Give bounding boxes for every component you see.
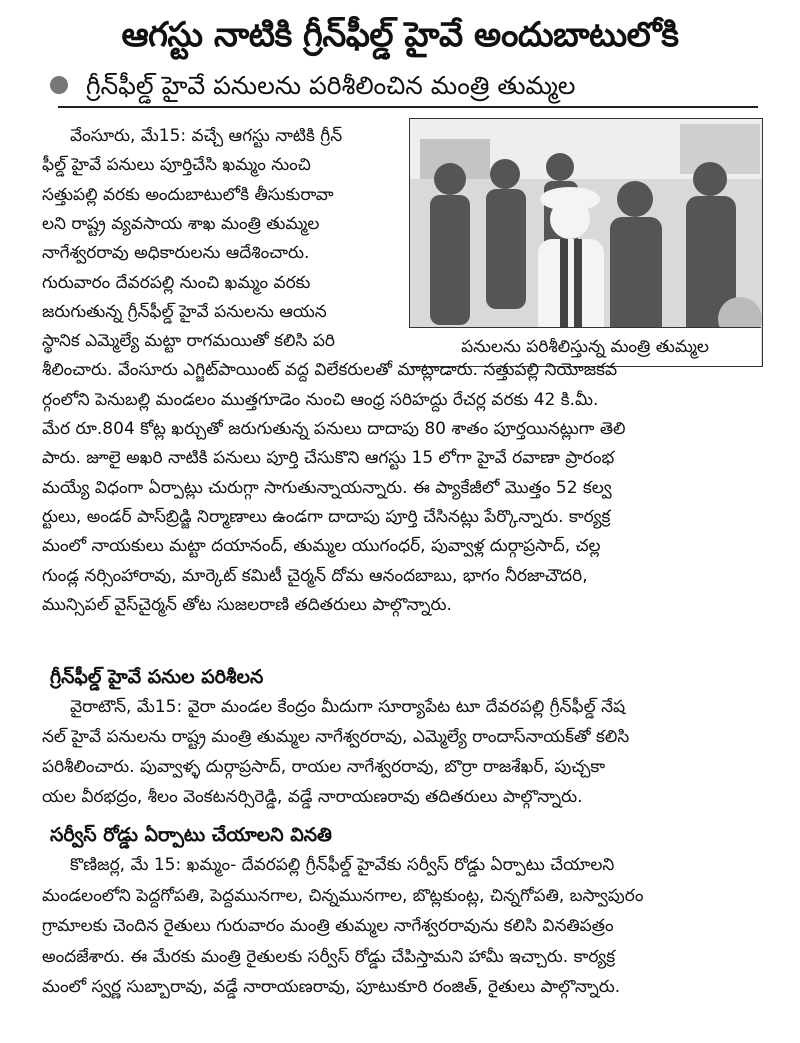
text-line: జరుగుతున్న గ్రీన్‌ఫీల్డ్ హైవే పనులను ఆయన [42, 301, 327, 322]
text-line: కొణిజర్ల, మే 15: ఖమ్మం- దేవరపల్లి గ్రీన్‌ఫీల్డ్ హైవేకు సర్వీస్ రోడ్డు ఏర్పాటు చేయాలని [70, 855, 615, 875]
text-line: ఫీల్డ్ హైవే పనులు పూర్తిచేసి ఖమ్మం నుంచి [42, 155, 311, 176]
subheadline: గ్రీన్‌ఫీల్డ్ హైవే పనులను పరిశీలించిన మంత్రి తుమ్మల [86, 71, 576, 100]
text-line: మండలంలోని పెద్దగోపతి, పెద్దమునగాల, చిన్నమునగాల, బొట్లకుంట్ల, చిన్నగోపతి, బస్వాపురం [42, 885, 644, 906]
text-line: మంలో నాయకులు మట్టా దయానంద్, తుమ్మల యుగంధర్, పువ్వాళ్ల దుర్గాప్రసాద్, చల్ల [42, 536, 601, 557]
text-line: స్థానిక ఎమ్మెల్యే మట్టా రాగమయితో కలిసి పరి [42, 331, 336, 352]
text-line: పరిశీలించారు. పువ్వాళ్ళ దుర్గాప్రసాద్, రాయల నాగేశ్వరరావు, బొర్రా రాజశేఖర్, పుచ్చకా [42, 757, 606, 777]
text-line: గుండ్ల నర్సింహారావు, మార్కెట్ కమిటీ చైర్మన్ దోమ ఆనందబాబు, భాగం నీరజాచౌదరి, [42, 565, 588, 586]
text-line: ర్టులు, అండర్ పాస్‌బ్రిడ్జి నిర్మాణాలు ఉండగా దాదాపు పూర్తి చేసినట్లు పేర్కొన్నారు. కార్యక్ర [42, 506, 611, 527]
photo-caption: పనులను పరిశీలిస్తున్న మంత్రి తుమ్మల [409, 327, 761, 366]
section-title-service-road: సర్వీస్ రోడ్డు ఏర్పాటు చేయాలని వినతి [50, 824, 332, 846]
text-line: లని రాష్ట్ర వ్యవసాయ శాఖ మంత్రి తుమ్మల [42, 213, 320, 234]
text-line: శీలించారు. వేంసూరు ఎగ్జిట్‌పాయింట్ వద్ద విలేకరులతో మాట్లాడారు. సత్తుపల్లి నియోజకవ [42, 360, 618, 381]
text-line: గురువారం దేవరపల్లి నుంచి ఖమ్మం వరకు [42, 272, 311, 293]
bullet-dot [50, 76, 68, 94]
subhead-divider [58, 106, 758, 108]
headline: ఆగస్టు నాటికి గ్రీన్‌ఫీల్డ్ హైవే అందుబాటులోకి [121, 15, 679, 55]
text-line: మున్సిపల్ వైస్‌చైర్మన్ తోట సుజలరాణి తదితరులు పాల్గొన్నారు. [42, 594, 452, 615]
text-line: నల్ హైవే పనులను రాష్ట్ర మంత్రి తుమ్మల నాగేశ్వరరావు, ఎమ్మెల్యే రాందాస్‌నాయక్‌తో కలిసి [42, 727, 630, 747]
text-line: పారు. జూలై అఖరి నాటికి పనులు పూర్తి చేసుకొని ఆగస్టు 15 లోగా హైవే రవాణా ప్రారంభ [42, 448, 615, 469]
text-line: వేంసూరు, మే15: వచ్చే ఆగస్టు నాటికి గ్రీన్ [70, 126, 343, 146]
text-line: అందజేశారు. ఈ మేరకు మంత్రి రైతులకు సర్వీస్ రోడ్డు చేపిస్తామని హామీ ఇచ్చారు. కార్యక్ర [42, 946, 616, 967]
text-line: మంలో స్వర్ణ సుబ్బారావు, వడ్డే నారాయణరావు, పూటుకూరి రంజిత్, రైతులు పాల్గొన్నారు. [42, 977, 621, 997]
section-title-inspection: గ్రీన్‌ఫీల్డ్ హైవే పనుల పరిశీలన [50, 666, 264, 688]
text-line: నాగేశ్వరరావు అధికారులను ఆదేశించారు. [42, 243, 310, 264]
text-line: మేర రూ.804 కోట్ల ఖర్చుతో జరుగుతున్న పనులు దాదాపు 80 శాతం పూర్తయినట్లుగా తెలి [42, 419, 626, 439]
text-line: మయ్యే విధంగా ఏర్పాట్లు చురుగ్గా సాగుతున్నాయన్నారు. ఈ ప్యాకేజీలో మొత్తం 52 కల్వ [42, 477, 612, 498]
text-line: సత్తుపల్లి వరకు అందుబాటులోకి తీసుకురావా [42, 184, 334, 205]
text-line: ర్గంలోని పెనుబల్లి మండలం ముత్తగూడెం నుంచి ఆంధ్ర సరిహద్దు రేచర్ల వరకు 42 కి.మీ. [42, 389, 599, 410]
text-line: యల వీరభద్రం, శీలం వెంకటనర్సిరెడ్డి, వడ్డే నారాయణరావు తదితరులు పాల్గొన్నారు. [42, 787, 583, 807]
text-line: వైరాటౌన్, మే15: వైరా మండల కేంద్రం మీదుగా సూర్యాపేట టూ దేవరపల్లి గ్రీన్‌ఫీల్డ్ నేష [70, 697, 626, 717]
text-line: గ్రామాలకు చెందిన రైతులు గురువారం మంత్రి తుమ్మల నాగేశ్వరరావును కలిసి వినతిపత్రం [42, 916, 614, 936]
